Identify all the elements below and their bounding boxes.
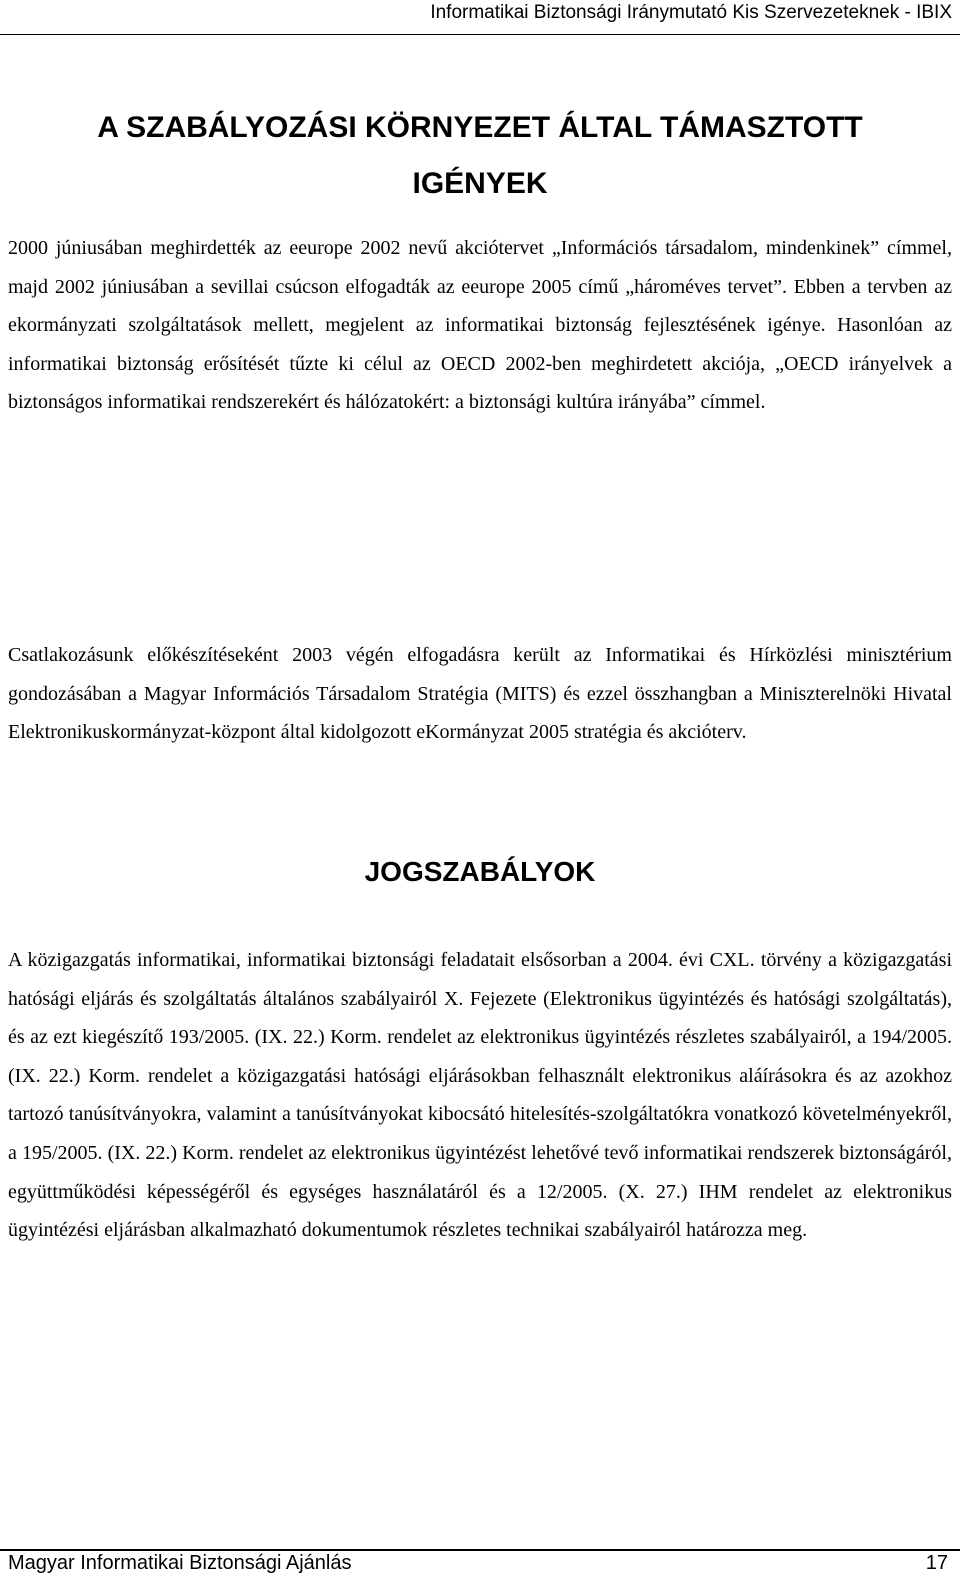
section-heading: JOGSZABÁLYOK [364,856,596,887]
page-title: A SZABÁLYOZÁSI KÖRNYEZET ÁLTAL TÁMASZTOTT IGÉNYEK [97,111,863,200]
section-paragraph: A közigazgatás informatikai, informatikai biztonsági feladatait elsősorban a 2004. évi CXL. törvény a közigazgatási hatósági eljárás és szolgáltatás általános szabályairól X. Fejezete (Elektronikus ügyintézés és hatósági szolgáltatás), és az ezt kiegészítő 193/2005. (IX. 22.) Korm. rendelet az elektronikus ügyintézés részletes szabályairól, a 194/2005. (IX. 22.) Korm. rendelet a közigazgatási hatósági eljárásokban felhasznált elektronikus aláírásokra és az azokhoz tartozó tanúsítványokra, valamint a tanúsítványokat kibocsátó hitelesítés-szolgáltatókra vonatkozó követelményekről, a 195/2005. (IX. 22.) Korm. rendelet az elektronikus ügyintézést lehetővé tevő informatikai rendszerek biztonságáról, együttműködési képességéről és egységes használatáról és a 12/2005. (X. 27.) IHM rendelet az elektronikus ügyintézési eljárásban alkalmazható dokumentumok részletes technikai szabályairól határozza meg. [8,949,952,1242]
header-divider [0,34,960,35]
footer-title: Magyar Informatikai Biztonsági Ajánlás [8,1552,352,1574]
body-paragraph-1: 2000 júniusában meghirdették az eeurope 2002 nevű akciótervet „Információs társadalom, mindenkinek” címmel, majd 2002 júniusában a sevillai csúcson elfogadták az eeurope 2005 című „hároméves tervet”. Ebben a tervben az ekormányzati szolgáltatások mellett, megjelent az informatikai biztonság fejlesztésének igénye. Hasonlóan az informatikai biztonság erősítését tűzte ki célul az OECD 2002-ben meghirdetett akciója, „OECD irányelvek a biztonságos informatikai rendszerekért és hálózatokért: a biztonsági kultúra irányába” címmel. [8,237,952,414]
body-paragraph-2: Csatlakozásunk előkészítéseként 2003 végén elfogadásra került az Informatikai és Hírközlési minisztérium gondozásában a Magyar Információs Társadalom Stratégia (MITS) és ezzel összhangban a Miniszterelnöki Hivatal Elektronikuskormányzat-központ által kidolgozott eKormányzat 2005 stratégia és akcióterv. [8,644,952,744]
running-header: Informatikai Biztonsági Iránymutató Kis Szervezeteknek - IBIX [430,2,952,23]
page-number: 17 [925,1552,948,1574]
footer-divider [0,1549,960,1551]
